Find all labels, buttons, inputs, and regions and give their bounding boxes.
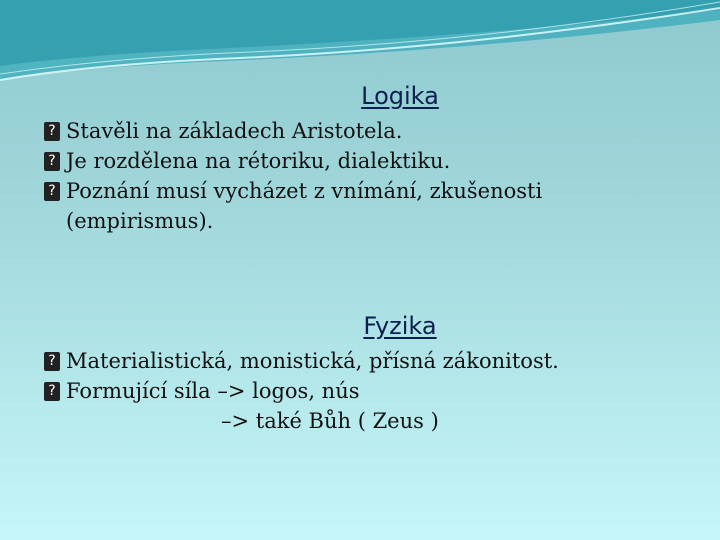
list-item-continuation: –> také Bůh ( Zeus ) xyxy=(221,409,439,433)
heading-fyzika: Fyzika xyxy=(363,312,437,340)
bullet-list-logika xyxy=(44,116,704,236)
bullet-list-fyzika xyxy=(44,346,704,436)
list-item-text: Materialistická, monistická, přísná zákonitost. xyxy=(66,349,559,373)
list-item-text: Formující síla –> logos, nús xyxy=(66,379,360,403)
unknown-glyph-icon: ? xyxy=(44,122,60,141)
heading-logika: Logika xyxy=(361,82,439,110)
decorative-wave xyxy=(0,0,720,95)
list-item-text: Poznání musí vycházet z vnímání, zkušenosti xyxy=(66,179,543,203)
list-item xyxy=(44,146,704,176)
list-item-text: Stavěli na základech Aristotela. xyxy=(66,119,403,143)
list-item-continuation: (empirismus). xyxy=(66,209,214,233)
unknown-glyph-icon: ? xyxy=(44,352,60,371)
list-item xyxy=(44,116,704,146)
list-item xyxy=(44,376,704,436)
unknown-glyph-icon: ? xyxy=(44,152,60,171)
list-item-text: Je rozdělena na rétoriku, dialektiku. xyxy=(66,149,451,173)
unknown-glyph-icon: ? xyxy=(44,182,60,201)
list-item xyxy=(44,346,704,376)
list-item xyxy=(44,176,704,236)
unknown-glyph-icon: ? xyxy=(44,382,60,401)
